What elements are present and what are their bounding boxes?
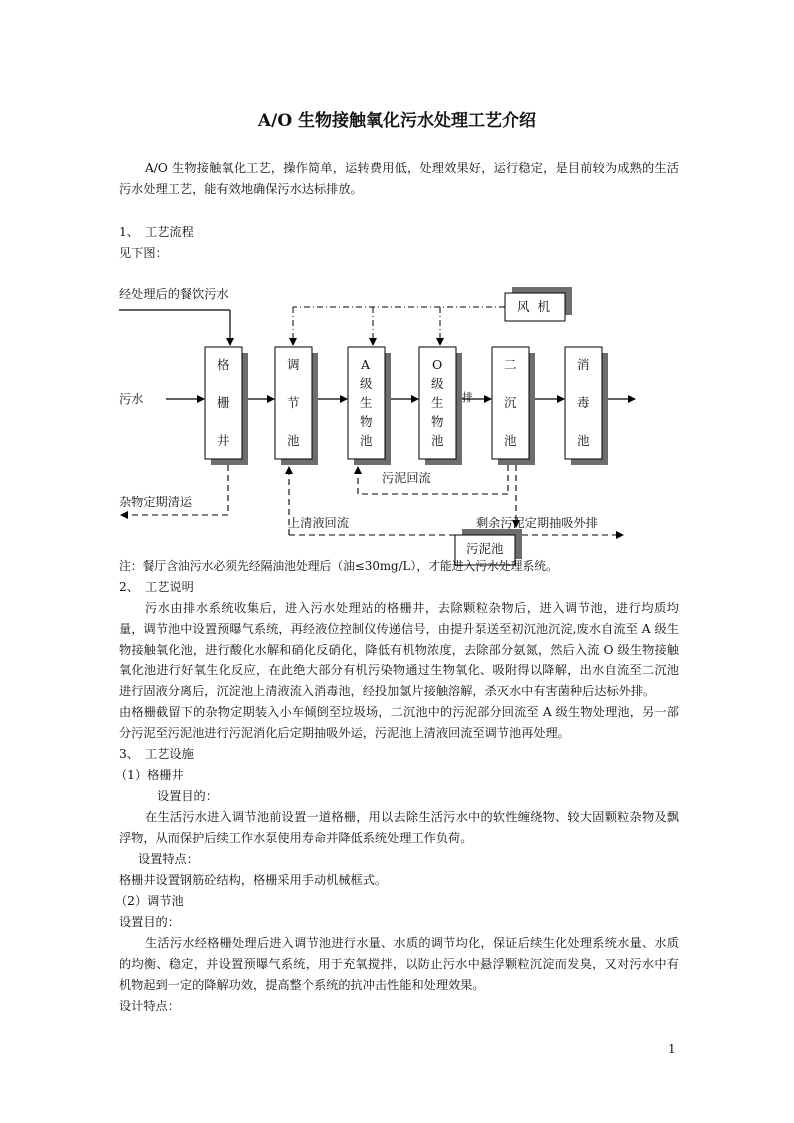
regulating-char-3: 池 — [287, 433, 300, 448]
o-stage-char-3: 生 — [431, 395, 444, 410]
a-stage-char-5: 池 — [360, 433, 373, 448]
sludge-return-line — [358, 465, 508, 494]
o-stage-char-1: O — [432, 357, 443, 372]
blower-label: 风 机 — [517, 299, 552, 314]
sub1-heading: （1）格栅井 — [115, 768, 184, 782]
air-lines — [293, 307, 505, 345]
sub2-heading: （2）调节池 — [115, 894, 184, 908]
sludge-return-label: 污泥回流 — [382, 471, 431, 485]
grille-char-1: 格 — [217, 357, 230, 372]
clarifier-char-2: 沉 — [504, 395, 517, 410]
o-stage-char-5: 池 — [431, 433, 444, 448]
section2-paragraph-2: 由格栅截留下的杂物定期装入小车倾倒至垃圾场，二沉池中的污泥部分回流至 A 级生物处理池，另一部分污泥至污泥池进行污泥消化后定期抽吸外运，污泥池上清液回流至调节池再处理。 — [119, 705, 679, 740]
sub1-purpose-label: 设置目的： — [157, 789, 218, 803]
discharge-label: 排 — [462, 391, 473, 404]
a-stage-char-3: 生 — [360, 395, 373, 410]
regulating-char-2: 节 — [287, 395, 300, 410]
section1-heading: 1、 工艺流程 — [119, 225, 194, 239]
section3-heading: 3、 工艺设施 — [119, 747, 194, 761]
regulating-char-1: 调 — [287, 357, 300, 372]
sub2-feature-label: 设计特点： — [119, 999, 180, 1013]
o-stage-char-2: 级 — [431, 376, 444, 391]
see-below-text: 见下图： — [119, 246, 168, 260]
a-stage-char-4: 物 — [360, 414, 373, 429]
sub2-purpose-label: 设置目的： — [119, 915, 180, 929]
sub2-purpose-text: 生活污水经格栅处理后进入调节池进行水量、水质的调节均化，保证后续生化处理系统水量、水质的均衡、稳定，并设置预曝气系统，用于充氧搅拌，以防止污水中悬浮颗粒沉淀而发臭，又对污水中有机物起到一定的降解功效，提高整个系统的抗冲击性能和处理效果。 — [119, 936, 679, 992]
clarifier-char-1: 二 — [504, 357, 517, 372]
disinfection-char-1: 消 — [577, 357, 590, 372]
grille-char-3: 井 — [217, 433, 230, 448]
section2-heading: 2、 工艺说明 — [119, 580, 194, 594]
section2-paragraph-1: 污水由排水系统收集后，进入污水处理站的格栅井，去除颗粒杂物后，进入调节池，进行均质均量，调节池中设置预曝气系统，再经液位控制仪传递信号，由提升泵送至初沉池沉淀,废水自流至 A 级生物接触氧化池，进行酸化水解和硝化反硝化，降低有机物浓度，去除部分氨氮，然后入流 O 级生物接触氧化池进行好氧生化反应，在此绝大部分有机污染物通过生物氧化、吸附得以降解，出水自流至二沉池进行固液分离后，沉淀池上清液流入消毒池，经投加氯片接触溶解，杀灭水中有害菌种后达标外排。 — [119, 601, 679, 699]
disinfection-char-2: 毒 — [577, 395, 590, 410]
sub1-feature-text: 格栅井设置钢筋砼结构，格栅采用手动机械框式。 — [119, 873, 388, 887]
sewage-label: 污水 — [119, 392, 144, 406]
sludge-tank-label: 污泥池 — [466, 541, 504, 556]
intro-paragraph: A/O 生物接触氧化工艺，操作简单，运转费用低，处理效果好，运行稳定，是目前较为成熟的生活污水处理工艺，能有效地确保污水达标排放。 — [119, 161, 679, 196]
page-title: A/O 生物接触氧化污水处理工艺介绍 — [257, 111, 537, 131]
top-input-label: 经处理后的餐饮污水 — [119, 287, 229, 301]
sub1-purpose-text: 在生活污水进入调节池前设置一道格栅，用以去除生活污水中的软性缠绕物、较大固颗粒杂物及飘浮物，从而保护后续工作水泵使用寿命并降低系统处理工作负荷。 — [119, 810, 679, 845]
supernatant-return-label: 上清液回流 — [288, 516, 349, 530]
o-stage-char-4: 物 — [431, 414, 444, 429]
top-input-line — [119, 310, 230, 345]
debris-label: 杂物定期清运 — [119, 495, 193, 509]
sludge-removal-label: 剩余污泥定期抽吸外排 — [476, 516, 598, 530]
page-number: 1 — [668, 1042, 676, 1056]
diagram-note: 注：餐厅含油污水必须先经隔油池处理后（油≤30mg/L），才能进入污水处理系统。 — [119, 559, 558, 573]
a-stage-char-2: 级 — [360, 376, 373, 391]
a-stage-char-1: A — [361, 357, 371, 372]
clarifier-char-3: 池 — [504, 433, 517, 448]
sub1-feature-label: 设置特点： — [138, 852, 199, 866]
grille-char-2: 栅 — [217, 395, 230, 410]
disinfection-char-3: 池 — [577, 433, 590, 448]
